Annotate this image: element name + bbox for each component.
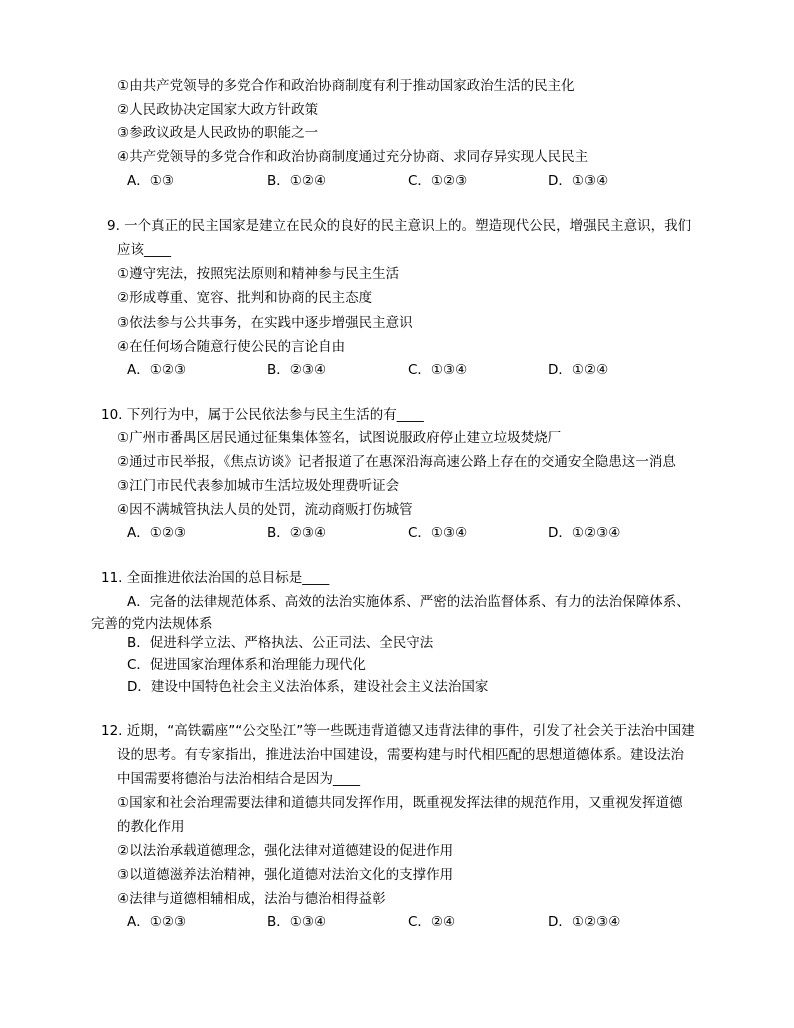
q9-item-3: ③依法参与公共事务，在实践中逐步增强民主意识 — [117, 315, 413, 331]
q8-option-b: B．①②④ — [267, 173, 327, 189]
q10-item-1: ①广州市番禺区居民通过征集集体签名，试图说服政府停止建立垃圾焚烧厂 — [117, 430, 562, 446]
q11-option-a-line-1: A．完备的法律规范体系、高效的法治实施体系、严密的法治监督体系、有力的法治保障体系、 — [127, 594, 690, 610]
q10-option-d: D．①②③④ — [548, 525, 621, 541]
q9-option-d: D．①②④ — [548, 362, 609, 378]
q12-item-3: ③以道德滋养法治精神，强化道德对法治文化的支撑作用 — [117, 867, 454, 883]
q9-item-1: ①遵守宪法，按照宪法原则和精神参与民主生活 — [117, 266, 400, 282]
q12-item-4: ④法律与道德相辅相成，法治与德治相得益彰 — [117, 891, 386, 907]
q10-item-2: ②通过市民举报，《焦点访谈》记者报道了在惠深沿海高速公路上存在的交通安全隐患这一消息 — [117, 454, 676, 470]
q9-stem-line-1: 9. 一个真正的民主国家是建立在民众的良好的民主意识上的。塑造现代公民，增强民主意识，我们 — [107, 218, 692, 234]
q11-option-b: B．促进科学立法、严格执法、公正司法、全民守法 — [127, 635, 434, 651]
q11-option-c: C．促进国家治理体系和治理能力现代化 — [127, 657, 366, 673]
q12-option-c: C．②④ — [408, 914, 456, 930]
q9-item-2: ②形成尊重、宽容、批判和协商的民主态度 — [117, 290, 373, 306]
q12-stem-line-3: 中国需要将德治与法治相结合是因为____ — [117, 771, 360, 787]
q12-option-a: A．①②③ — [127, 914, 187, 930]
q8-option-d: D．①③④ — [548, 173, 609, 189]
q12-item-1-line-2: 的教化作用 — [117, 819, 185, 835]
q8-item-4: ④共产党领导的多党合作和政治协商制度通过充分协商、求同存异实现人民民主 — [117, 149, 589, 165]
q12-item-1-line-1: ①国家和社会治理需要法律和道德共同发挥作用，既重视发挥法律的规范作用，又重视发挥道德 — [117, 795, 683, 811]
q8-item-3: ③参政议政是人民政协的职能之一 — [117, 125, 319, 141]
q9-option-a: A．①②③ — [127, 362, 187, 378]
q8-item-1: ①由共产党领导的多党合作和政治协商制度有利于推动国家政治生活的民主化 — [117, 78, 575, 94]
q8-option-a: A．①③ — [127, 173, 174, 189]
q10-option-b: B．②③④ — [267, 525, 327, 541]
q9-stem-line-2: 应该____ — [117, 242, 171, 258]
q11-option-a-line-2: 完善的党内法规体系 — [91, 616, 213, 632]
q9-option-b: B．②③④ — [267, 362, 327, 378]
q12-option-d: D．①②③④ — [548, 914, 621, 930]
q10-stem: 10. 下列行为中，属于公民依法参与民主生活的有____ — [101, 407, 424, 423]
q9-item-4: ④在任何场合随意行使公民的言论自由 — [117, 339, 346, 355]
q10-option-c: C．①③④ — [408, 525, 468, 541]
q11-option-d: D．建设中国特色社会主义法治体系，建设社会主义法治国家 — [127, 679, 489, 695]
q12-stem-line-1: 12. 近期，“高铁霸座”“公交坠江”等一些既违背道德又违背法律的事件，引发了社会关于法治中国建 — [101, 723, 695, 739]
q8-option-c: C．①②③ — [408, 173, 468, 189]
q10-item-4: ④因不满城管执法人员的处罚，流动商贩打伤城管 — [117, 502, 413, 518]
q8-item-2: ②人民政协决定国家大政方针政策 — [117, 102, 319, 118]
q12-stem-line-2: 设的思考。有专家指出，推进法治中国建设，需要构建与时代相匹配的思想道德体系。建设法治 — [117, 747, 684, 763]
q12-option-b: B．①③④ — [267, 914, 327, 930]
q10-item-3: ③江门市民代表参加城市生活垃圾处理费听证会 — [117, 478, 400, 494]
q11-stem: 11. 全面推进依法治国的总目标是____ — [101, 570, 330, 586]
q12-item-2: ②以法治承载道德理念，强化法律对道德建设的促进作用 — [117, 843, 454, 859]
q10-option-a: A．①②③ — [127, 525, 187, 541]
q9-option-c: C．①③④ — [408, 362, 468, 378]
